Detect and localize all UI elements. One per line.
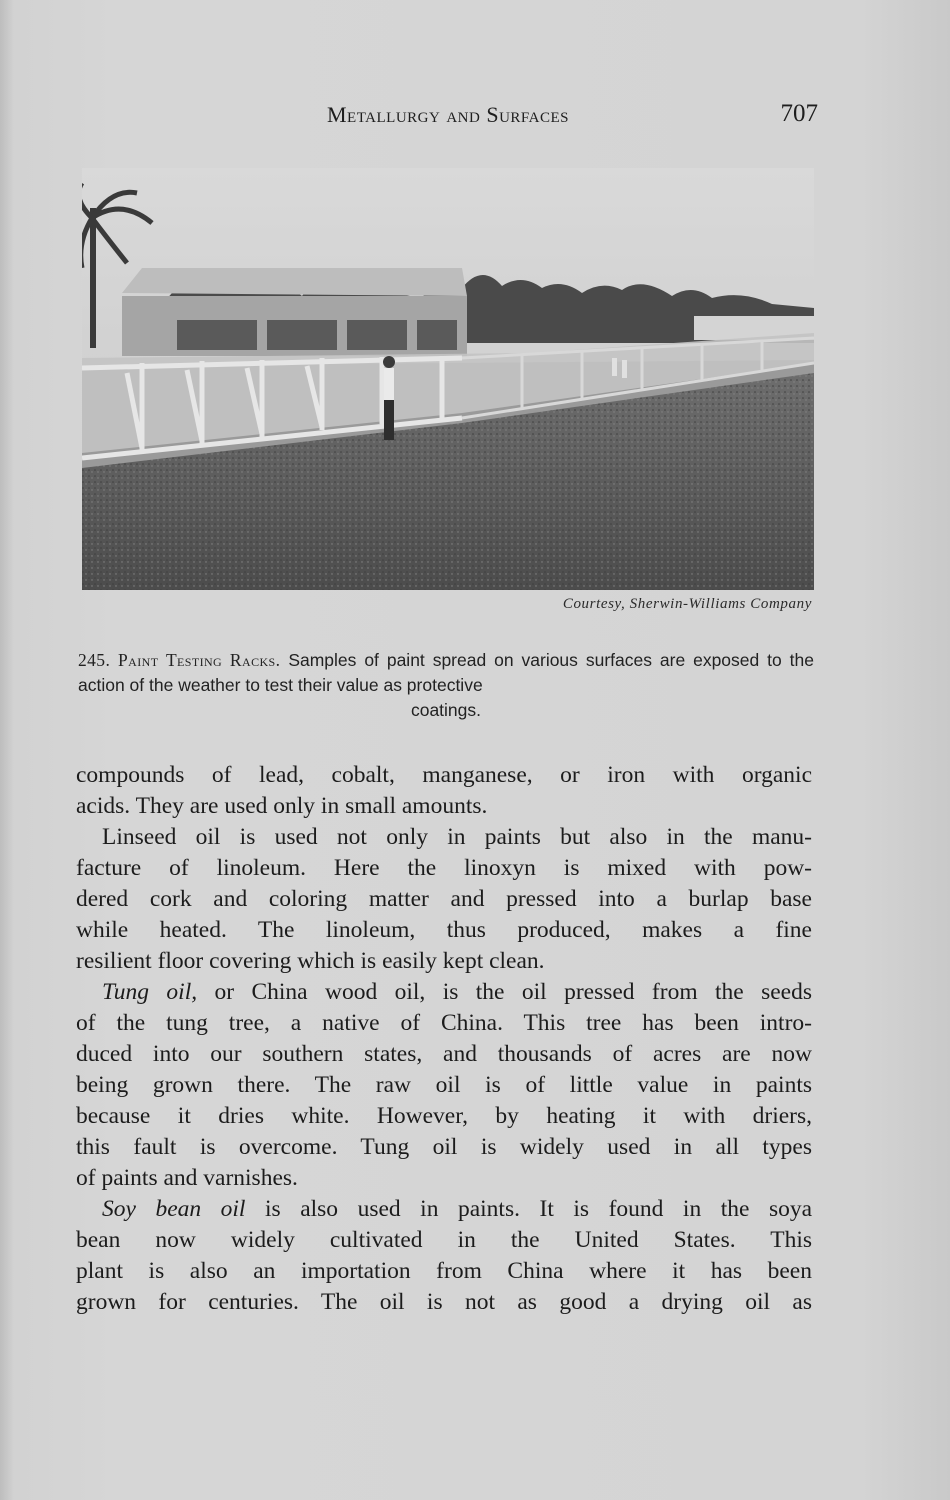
text-line-rest: is also used in paints. It is found in the soya <box>265 1196 813 1222</box>
caption-label: 245. Paint Testing Racks. <box>78 650 281 670</box>
text-line: bean now widely cultivated in the United States. This <box>76 1227 812 1253</box>
text-line: resilient floor covering which is easily kept clean. <box>76 948 545 974</box>
running-title: Metallurgy and Surfaces <box>327 102 569 127</box>
figure-caption <box>78 648 814 723</box>
text-line: this fault is overcome. Tung oil is widely used in all types <box>76 1134 812 1160</box>
text-line: being grown there. The raw oil is of little value in paints <box>76 1072 812 1098</box>
text-line: plant is also an importation from China where it has been <box>76 1258 812 1284</box>
text-line: of the tung tree, a native of China. This tree has been intro- <box>76 1010 812 1036</box>
paragraph-tung-oil <box>76 977 812 1194</box>
text-line: while heated. The linoleum, thus produced, makes a fine <box>76 917 812 943</box>
term-soy-bean-oil: Soy bean oil <box>102 1196 246 1222</box>
text-line: because it dries white. However, by heating it with driers, <box>76 1103 812 1129</box>
paragraph-soy-bean-oil <box>76 1194 812 1318</box>
caption-end: coatings. <box>410 700 482 720</box>
text-line: acids. They are used only in small amounts. <box>76 793 488 819</box>
paragraph-linseed <box>76 822 812 977</box>
body-text <box>76 760 812 1318</box>
page-number: 707 <box>780 100 818 127</box>
text-line: grown for centuries. The oil is not as good a drying oil as <box>76 1289 812 1315</box>
text-line <box>76 977 812 1008</box>
term-tung-oil: Tung oil, <box>102 979 198 1005</box>
paragraph-driers <box>76 760 812 822</box>
text-line: of paints and varnishes. <box>76 1165 298 1191</box>
photo-credit: Courtesy, Sherwin-Williams Company <box>562 596 812 612</box>
text-line-rest: or China wood oil, is the oil pressed from the seeds <box>214 979 813 1005</box>
text-line: facture of linoleum. Here the linoxyn is mixed with pow- <box>76 855 812 881</box>
text-line <box>76 1194 812 1225</box>
text-line: dered cork and coloring matter and pressed into a burlap base <box>76 886 812 912</box>
text-line: duced into our southern states, and thousands of acres are now <box>76 1041 812 1067</box>
paint-testing-racks-photo <box>82 168 814 590</box>
running-head <box>78 100 818 134</box>
text-line: Linseed oil is used not only in paints but also in the manu- <box>102 824 812 850</box>
text-line: compounds of lead, cobalt, manganese, or iron with organic <box>76 762 812 788</box>
caption-text: Samples of paint spread on various surfaces are exposed to the action of the weather to test their value as protective <box>78 650 815 695</box>
